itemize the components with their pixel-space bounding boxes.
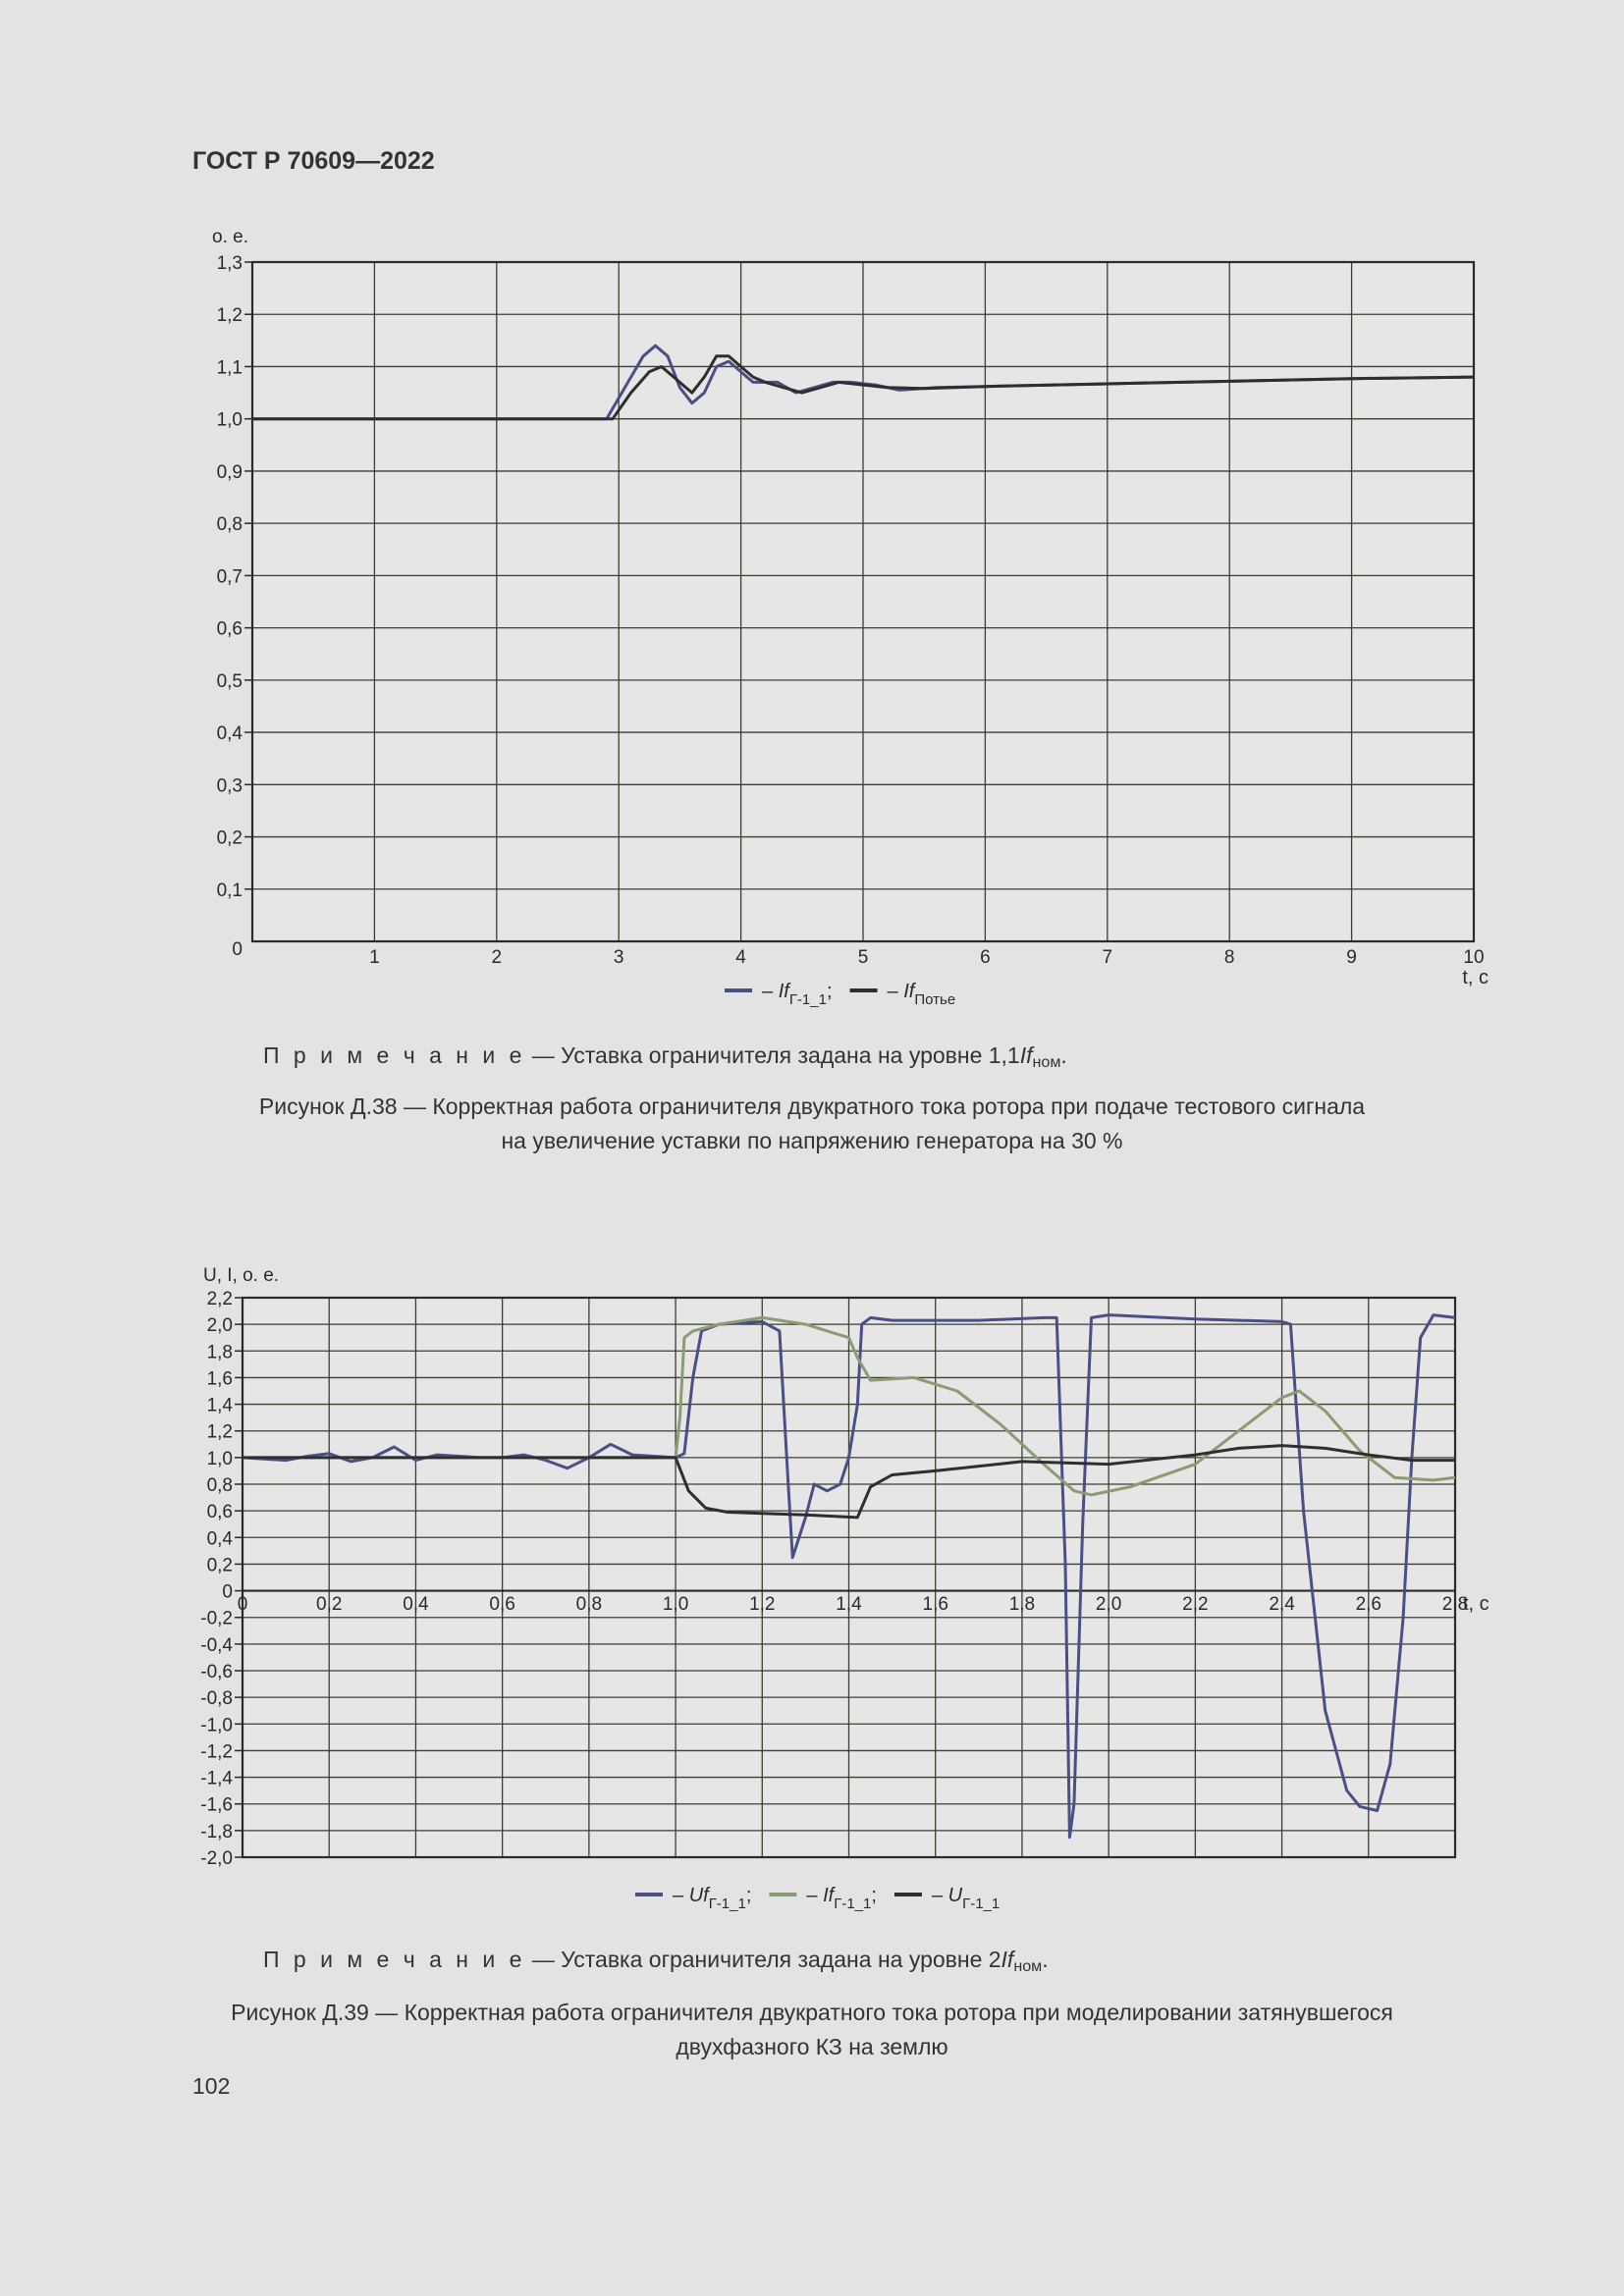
x-axis-label: t, с	[1462, 967, 1489, 988]
y-tick-label: 1,3	[216, 253, 243, 274]
x-tick-label: 6	[980, 947, 991, 968]
y-tick-label: 2,2	[206, 1289, 233, 1309]
y-tick-label: 1,0	[216, 409, 243, 431]
y-tick-label: 1,2	[216, 305, 243, 327]
y-tick-label: -1,4	[200, 1768, 233, 1789]
note-subscript: ном	[1032, 1053, 1061, 1071]
y-tick-label: 1,0	[206, 1448, 233, 1469]
note-subscript: ном	[1013, 1957, 1043, 1975]
legend-label: – $If_{Г-1\_1}$;	[762, 981, 833, 1008]
y-tick-label: 0,6	[206, 1502, 233, 1523]
chart-figure-d38	[0, 0, 1624, 1041]
caption-line: Рисунок Д.39 — Корректная работа ограничителя двукратного тока ротора при моделировании затянувшегося	[231, 2000, 1393, 2025]
y-tick-label: 0	[232, 939, 243, 960]
x-tick-label: 9	[1346, 947, 1357, 968]
x-tick-label: 4	[735, 947, 746, 968]
y-tick-label: 0,8	[216, 514, 243, 536]
x-axis-label: t, с	[1463, 1593, 1489, 1615]
x-tick-label: 1,6	[922, 1594, 948, 1615]
y-tick-label: 0,8	[206, 1475, 233, 1496]
note-symbol: If	[1019, 1042, 1033, 1068]
y-tick-label: 0,4	[206, 1528, 233, 1550]
y-tick-label: 0	[222, 1581, 233, 1603]
x-tick-label: 1,0	[662, 1594, 689, 1615]
x-tick-label: 2	[491, 947, 503, 968]
x-tick-label: 1	[369, 947, 380, 968]
y-tick-label: -0,4	[200, 1634, 233, 1656]
y-tick-label: 1,8	[206, 1342, 233, 1363]
y-tick-label: -2,0	[200, 1848, 233, 1869]
caption-fig39	[147, 1996, 1477, 2064]
y-tick-label: -1,6	[200, 1794, 233, 1816]
x-tick-label: 5	[857, 947, 869, 968]
y-tick-label: 0,4	[216, 723, 243, 745]
x-tick-label: 2,2	[1182, 1594, 1209, 1615]
caption-line: Рисунок Д.38 — Корректная работа ограничителя двукратного тока ротора при подаче тестового сигнала	[258, 1094, 1366, 1119]
y-tick-label: -1,8	[200, 1821, 233, 1842]
legend-label: – $U_{Г-1\_1}$	[931, 1885, 1001, 1912]
y-axis-label: U, I, о. е.	[203, 1265, 280, 1286]
x-tick-label: 0,4	[403, 1594, 429, 1615]
x-tick-label: 3	[613, 947, 624, 968]
y-tick-label: -0,8	[200, 1688, 233, 1710]
x-tick-label: 2,0	[1095, 1594, 1122, 1615]
note-symbol: If	[1001, 1947, 1014, 1972]
legend-label: – $Uf_{Г-1\_1}$;	[673, 1885, 752, 1912]
y-tick-label: 1,1	[216, 357, 243, 379]
x-tick-label: 2,8	[1441, 1594, 1469, 1615]
legend-label: – $If_{Г-1\_1}$;	[806, 1885, 877, 1912]
x-tick-label: 10	[1463, 947, 1485, 968]
x-tick-label: 0,8	[575, 1594, 603, 1615]
x-tick-label: 1,4	[836, 1594, 862, 1615]
y-tick-label: -1,0	[200, 1715, 233, 1736]
y-tick-label: 0,2	[216, 828, 243, 849]
y-tick-label: -1,2	[200, 1741, 233, 1763]
note-prefix: П р и м е ч а н и е	[263, 1947, 526, 1972]
y-axis-label: о. е.	[212, 227, 248, 247]
x-tick-label: 1,8	[1008, 1594, 1036, 1615]
x-tick-label: 0	[237, 1594, 248, 1615]
y-tick-label: 0,9	[216, 461, 243, 483]
x-tick-label: 1,2	[749, 1594, 776, 1615]
caption-fig38	[147, 1090, 1477, 1158]
page-number: 102	[192, 2073, 231, 2099]
y-tick-label: 0,6	[216, 618, 243, 640]
caption-line: на увеличение уставки по напряжению генератора на 30 %	[501, 1128, 1123, 1153]
x-tick-label: 8	[1223, 947, 1235, 968]
y-tick-label: 1,2	[206, 1421, 233, 1443]
x-tick-label: 7	[1102, 947, 1113, 968]
y-tick-label: 0,2	[206, 1555, 233, 1576]
y-tick-label: 1,6	[206, 1368, 233, 1390]
note-fig38: П р и м е ч а н и е — Уставка ограничителя задана на уровне $1,1If_{ном}$.	[263, 1042, 1067, 1071]
y-tick-label: 0,3	[216, 775, 243, 797]
x-tick-label: 0,2	[316, 1594, 343, 1615]
legend-label: – $If_{Потье}$	[887, 981, 956, 1008]
x-tick-label: 0,6	[489, 1594, 515, 1615]
document-header: ГОСТ Р 70609—2022	[192, 147, 435, 175]
y-tick-label: -0,6	[200, 1662, 233, 1682]
caption-line: двухфазного КЗ на землю	[676, 2034, 948, 2059]
note-text: — Уставка ограничителя задана на уровне 1,1	[525, 1042, 1020, 1068]
y-tick-label: 0,7	[216, 566, 243, 588]
y-tick-label: 0,5	[216, 670, 243, 692]
y-tick-label: 2,0	[206, 1315, 233, 1337]
chart-figure-d39	[0, 1237, 1624, 1924]
note-prefix: П р и м е ч а н и е	[263, 1042, 526, 1068]
y-tick-label: 0,1	[216, 880, 243, 901]
y-tick-label: -0,2	[200, 1608, 233, 1629]
x-tick-label: 2,6	[1355, 1594, 1381, 1615]
note-text: — Уставка ограничителя задана на уровне 2	[525, 1947, 1001, 1972]
y-tick-label: 1,4	[206, 1395, 233, 1416]
x-tick-label: 2,4	[1269, 1594, 1295, 1615]
note-fig39: П р и м е ч а н и е — Уставка ограничителя задана на уровне $2If_{ном}$.	[263, 1947, 1049, 1975]
